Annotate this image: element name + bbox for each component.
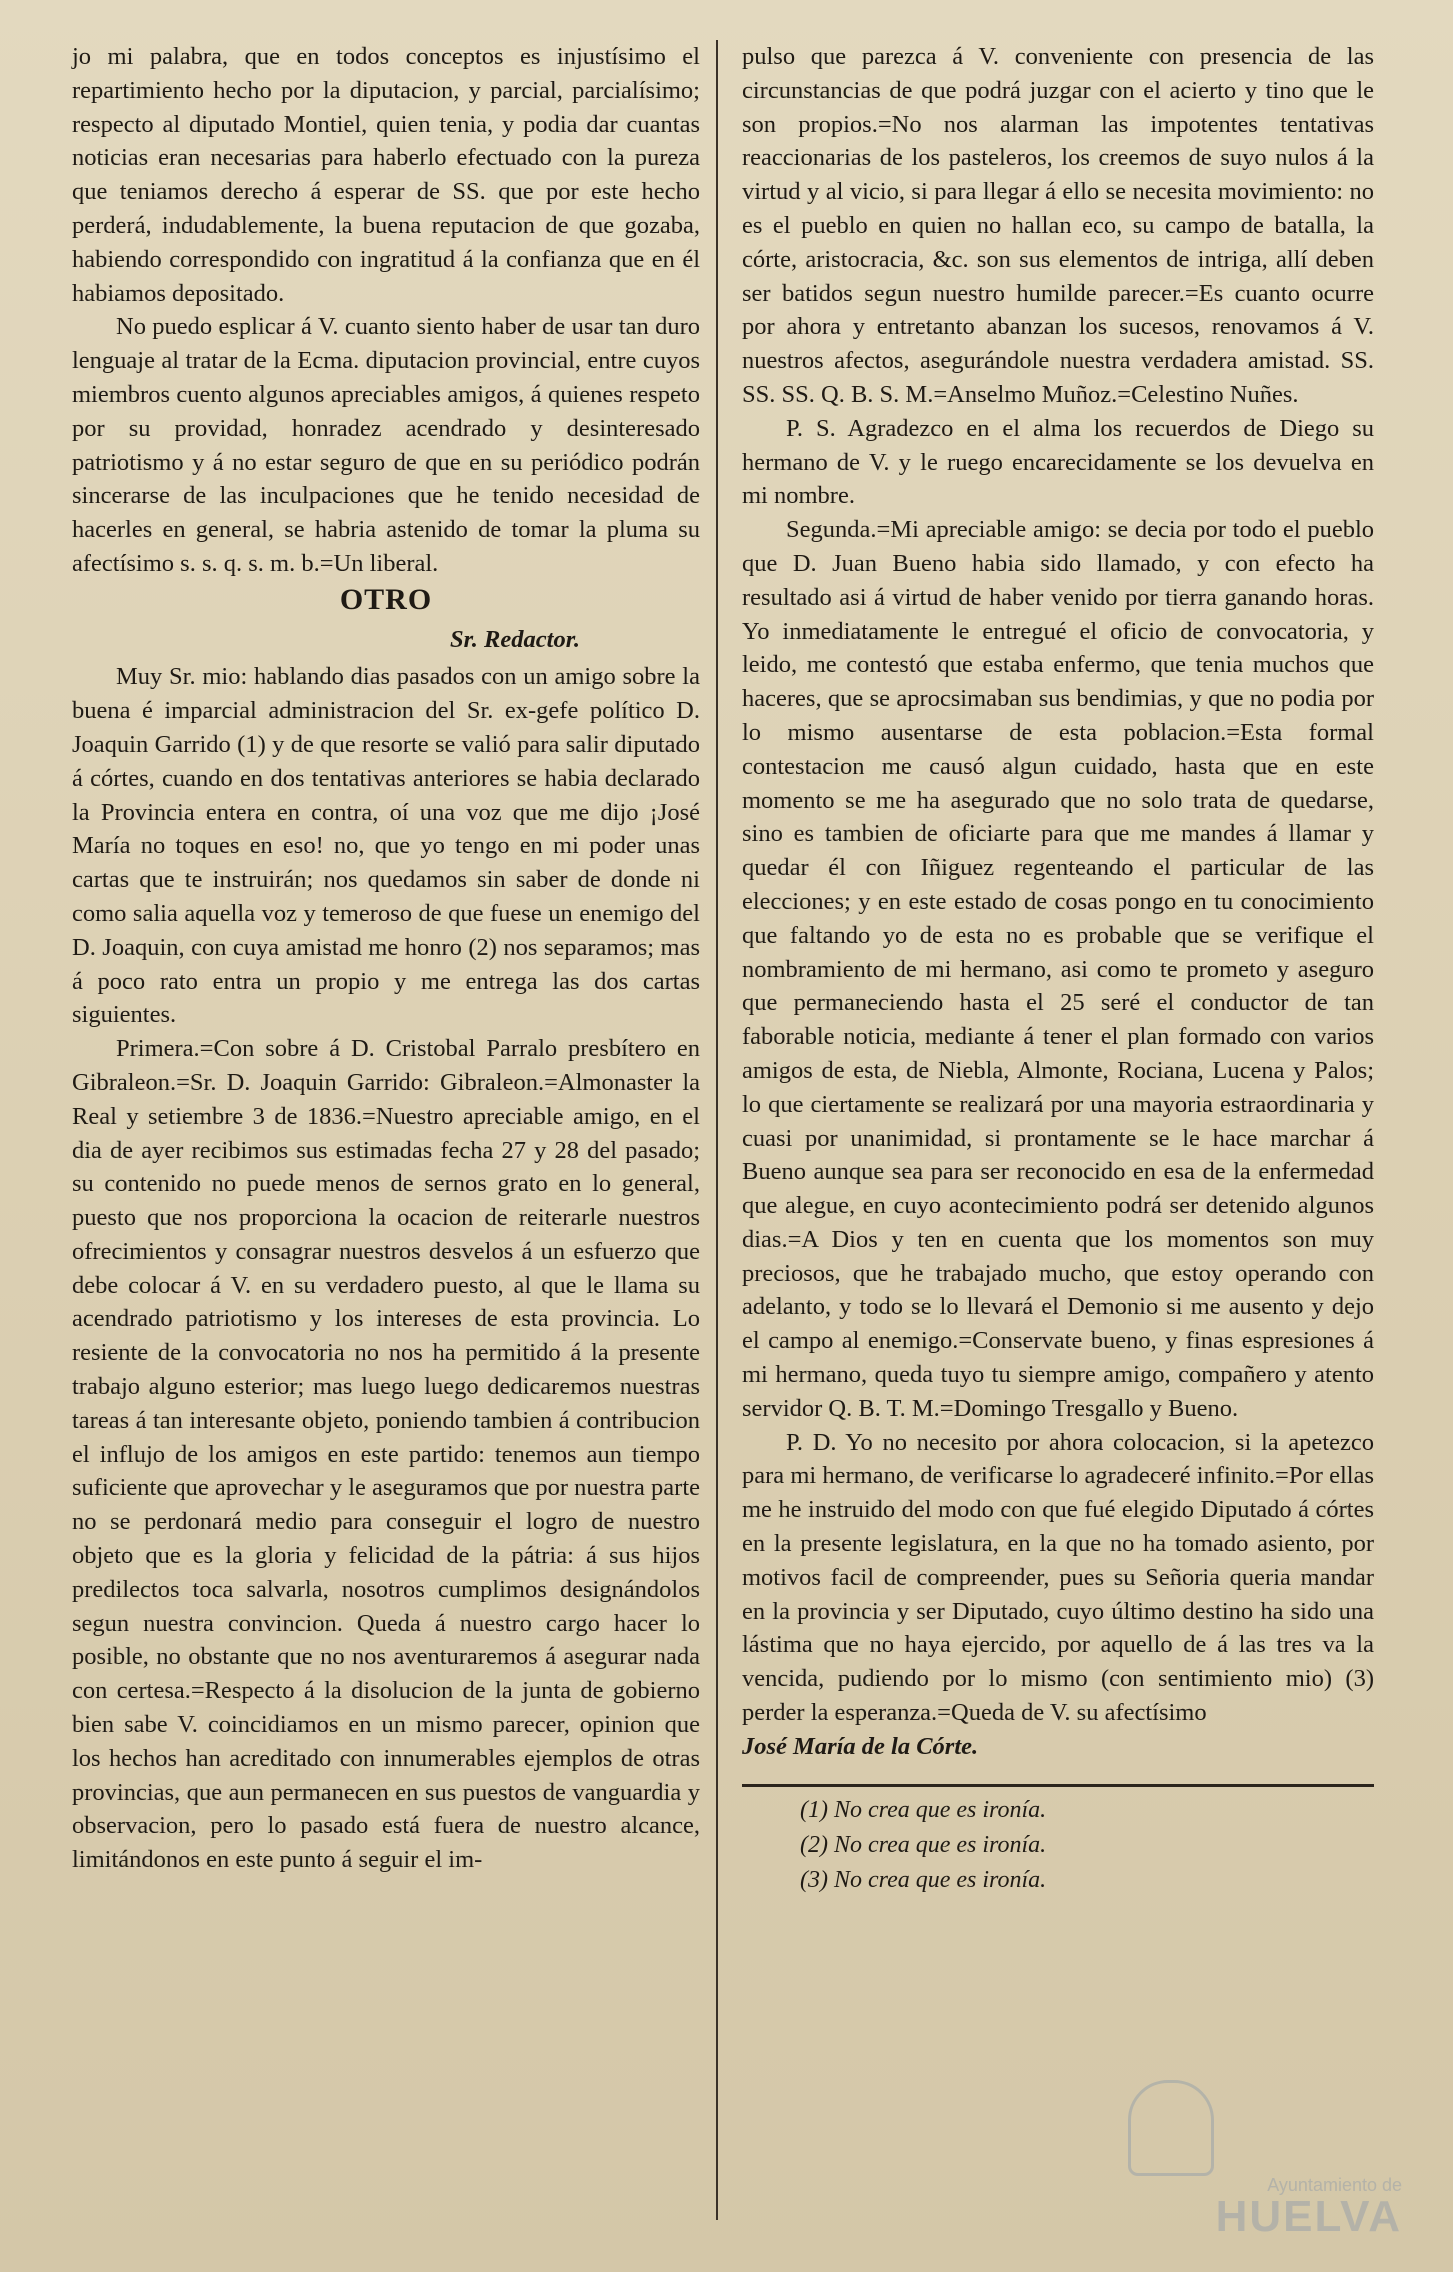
paragraph-letter-intro: Muy Sr. mio: hablando dias pasados con un amigo sobre la buena é imparcial administracion del Sr. ex-gefe político D. Joaquin Garrido (1) y de que resorte se valió para salir diputado á córtes, cuando en dos tentativas anteriores se habia declarado la Provincia entera en contra, oí una voz que me dijo ¡José María no toques en eso! no, que yo tengo en mi poder unas cartas que te instruirán; nos quedamos sin saber de donde ni como salia aquella voz y temeroso de que fuese un enemigo del D. Joaquin, con cuya amistad me honro (2) nos separamos; mas á poco rato entra un propio y me entrega las dos cartas siguientes. [72,663,700,1029]
coat-of-arms-icon [1128,2080,1214,2176]
paragraph-first-letter: Primera.=Con sobre á D. Cristobal Parralo presbítero en Gibraleon.=Sr. D. Joaquin Garrido: Gibraleon.=Almonaster la Real y setiembre 3 de 1836.=Nuestro apreciable amigo, en el dia de ayer recibimos sus estimadas fecha 27 y 28 del pasado; su contenido no puede menos de sernos grato en lo general, puesto que nos proporciona la ocacion de reiterarle nuestros ofrecimientos y consagrar nuestros desvelos á un esfuerzo que debe colocar á V. en su verdadero puesto, al que le llama su acendrado patriotismo y los intereses de esta provincia. Lo resiente de la convocatoria no nos ha permitido á la presente trabajo alguno esterior; mas luego luego dedicaremos nuestras tareas á tan interesante objeto, poniendo tambien á contribucion el influjo de los amigos en este partido: tenemos aun tiempo suficiente que aprovechar y le aseguramos que por nuestra parte no se perdonará medio para conseguir el logro de nuestro objeto que es la gloria y felicidad de la pátria: á sus hijos predilectos toca salvarla, nosotros cumplimos designándolos segun nuestra convincion. Queda á nuestro cargo hacer lo posible, no obstante que no nos aventuraremos á asegurar nada con certesa.=Respecto á la disolucion de la junta de gobierno bien sabe V. coincidiamos en un mismo parecer, opinion que los hechos han acreditado con innumerables ejemplos de otras provincias, que aun permanecen en sus puestos de vanguardia y observacion, pero lo pasado está fuera de nuestro alcance, limitándonos en este punto á seguir el im- [72,1035,700,1874]
archive-watermark [1108,2080,1408,2241]
section-heading: OTRO [339,582,433,616]
signature: José María de la Córte. [742,1732,979,1760]
footnote: (1) No crea que es ironía. [800,1796,1047,1823]
paragraph-postscript: P. S. Agradezco en el alma los recuerdos de Diego su hermano de V. y le ruego encarecidamente se los devuelva en mi nombre. [742,414,1374,510]
paragraph-liberal-letter: No puedo esplicar á V. cuanto siento haber de usar tan duro lenguaje al tratar de la Ecma. diputacion provincial, entre cuyos miembros cuento algunos apreciables amigos, á quienes respeto por su providad, honradez acendrado y desinteresado patriotismo y á no estar seguro de que en su periódico podrán sincerarse de las inculpaciones que he tenido necesidad de hacerles en general, se habria astenido de tomar la pluma su afectísimo s. s. q. s. m. b.=Un liberal. [72,313,700,577]
right-column [742,40,1374,1898]
left-column [72,40,700,1877]
paragraph-second-postscript: P. D. Yo no necesito por ahora colocacion, si la apetezco para mi hermano, de verificarse lo agradeceré infinito.=Por ellas me he instruido del modo con que fué elegido Diputado á córtes en la presente legislatura, en la que no ha tomado asiento, por motivos facil de compreender, pues su Señoria queria mandar en la provincia y ser Diputado, cuyo último destino ha sido una lástima que no haya ejercido, por aquello de á las tres va la vencida, pudiendo por lo mismo (con sentimiento mio) (3) perder la esperanza.=Queda de V. su afectísimo [742,1428,1374,1727]
salutation-heading: Sr. Redactor. [449,625,580,653]
footnote: (2) No crea que es ironía. [800,1831,1047,1858]
paragraph-first-letter-continued: pulso que parezca á V. conveniente con presencia de las circunstancias de que podrá juzgar con el acierto y tino que le son propios.=No nos alarman las impotentes tentativas reaccionarias de los pasteleros, los creemos de suyo nulos á la virtud y al vicio, si para llegar á ello se necesita movimiento: no es el pueblo en quien no hallan eco, su campo de batalla, la córte, aristocracia, &c. son sus elementos de intriga, allí deben ser batidos segun nuestro humilde parecer.=Es cuanto ocurre por ahora y entretanto abanzan los sucesos, renovamos á V. nuestros afectos, asegurándole nuestra verdadera amistad. SS. SS. SS. Q. B. S. M.=Anselmo Muñoz.=Celestino Nuñes. [742,43,1374,408]
watermark-title: HUELVA [1215,2192,1402,2241]
watermark-subtitle: Ayuntamiento de [1267,2175,1402,2195]
column-divider [716,40,718,2220]
paragraph-second-letter: Segunda.=Mi apreciable amigo: se decia por todo el pueblo que D. Juan Bueno habia sido llamado, y con efecto ha resultado asi á virtud de haber venido por tierra ganando horas. Yo inmediatamente le entregué el oficio de convocatoria, y leido, me contestó que estaba enfermo, que tenia muchos que haceres, que se aprocsimaban sus bendimias, y que no podia por lo mismo ausentarse de esta poblacion.=Esta formal contestacion me causó algun cuidado, hasta que en este momento se me ha asegurado que no solo trata de quedarse, sino es tambien de oficiarte para que me mandes á llamar y quedar él con Iñiguez regenteando el particular de las elecciones; y en este estado de cosas pongo en tu conocimiento que faltando yo de esta no es probable que se verifique el nombramiento de mi hermano, asi como te prometo y aseguro que permaneciendo hasta el 25 seré el conductor de tan faborable noticia, mediante á tener el plan formado con varios amigos de esta, de Niebla, Almonte, Rociana, Lucena y Palos; lo que ciertamente se realizará por una mayoria estraordinaria y cuasi por unanimidad, si prontamente se le hace marchar á Bueno aunque sea para ser reconocido en esa de la enfermedad que alegue, en cuyo acontecimiento podrá ser detenido algunos dias.=A Dios y ten en cuenta que los momentos son muy preciosos, que he trabajado mucho, que estoy operando con adelanto, y todo se lo llevará el Demonio si me ausento y dejo el campo al enemigo.=Conservate bueno, y finas espresiones á mi hermano, queda tuyo tu siempre amigo, compañero y atento servidor Q. B. T. M.=Domingo Tresgallo y Bueno. [742,516,1374,1422]
paragraph-continuation: jo mi palabra, que en todos conceptos es injustísimo el repartimiento hecho por la diputacion, y parcial, parcialísimo; respecto al diputado Montiel, quien tenia, y podia dar cuantas noticias eran necesarias para haberlo efectuado con la pureza que teniamos derecho á esperar de SS. que por este hecho perderá, indudablemente, la buena reputacion de que gozaba, habiendo correspondido con ingratitud á la confianza que en él habiamos depositado. [72,43,700,307]
footnote-divider [742,1784,1374,1787]
footnote: (3) No crea que es ironía. [800,1866,1047,1893]
